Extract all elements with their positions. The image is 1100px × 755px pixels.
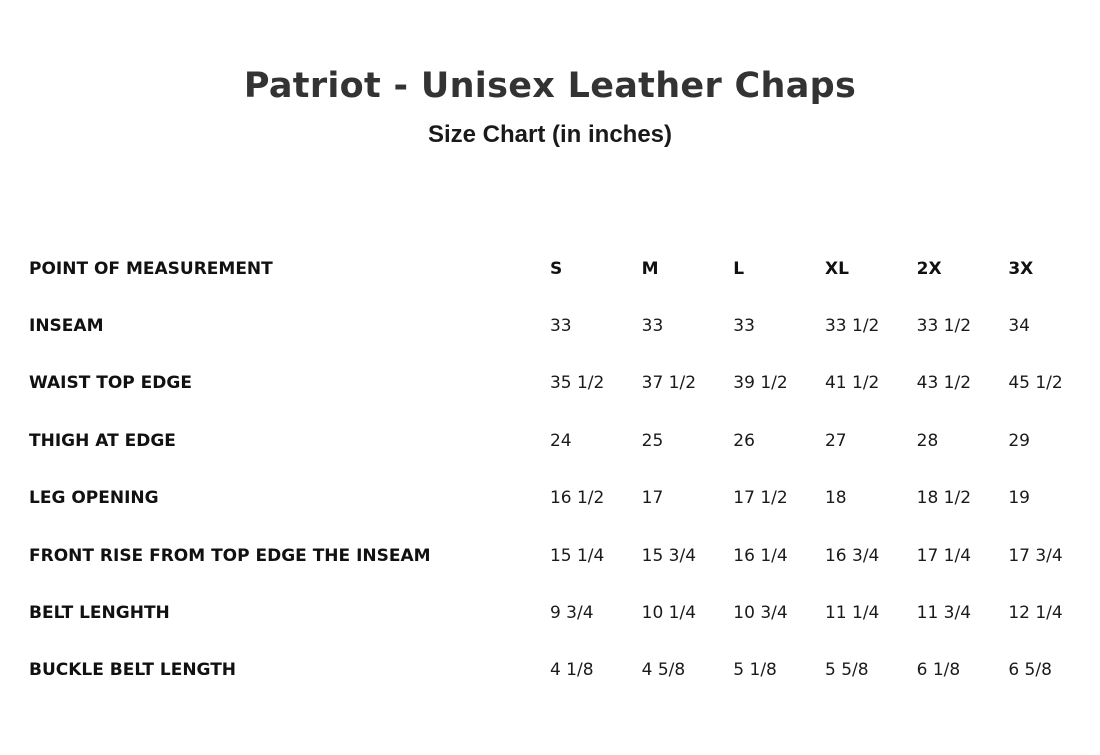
table-cell: 4 5/8: [641, 660, 686, 681]
table-cell: 10 3/4: [733, 603, 788, 624]
table-cell: 17 1/4: [916, 545, 972, 566]
table-cell: 33: [733, 316, 755, 337]
header-measurement-label: POINT OF MEASUREMENT: [29, 258, 273, 279]
header-row: [29, 240, 1100, 297]
table-cell: 11 3/4: [916, 603, 972, 624]
table-row: [29, 527, 1100, 584]
table-cell: 24: [549, 430, 572, 451]
page-subtitle: Size Chart (in inches): [427, 121, 673, 148]
table-cell: 9 3/4: [549, 603, 594, 624]
table-cell: 17: [641, 488, 664, 509]
table-cell: 25: [641, 430, 664, 451]
row-label: WAIST TOP EDGE: [29, 373, 192, 394]
table-row: [29, 412, 1100, 469]
table-cell: 26: [733, 430, 755, 451]
table-cell: 34: [1008, 316, 1030, 337]
page-title: Patriot - Unisex Leather Chaps: [243, 66, 857, 106]
table-cell: 27: [824, 430, 847, 451]
table-cell: 11 1/4: [824, 603, 880, 624]
table-cell: 39 1/2: [733, 373, 788, 394]
table-cell: 17 1/2: [733, 488, 788, 509]
table-cell: 29: [1008, 430, 1030, 451]
table-cell: 15 3/4: [641, 545, 697, 566]
row-label: BUCKLE BELT LENGTH: [29, 660, 237, 681]
table-cell: 41 1/2: [824, 373, 880, 394]
table-cell: 12 1/4: [1008, 603, 1063, 624]
header-size-l: L: [733, 258, 745, 279]
header-size-m: M: [641, 258, 659, 279]
header-size-xl: XL: [824, 258, 849, 279]
table-cell: 19: [1008, 488, 1030, 509]
table-cell: 33: [549, 316, 572, 337]
row-label: LEG OPENING: [29, 488, 159, 509]
table-cell: 16 1/4: [733, 545, 788, 566]
table-body: [29, 297, 1100, 699]
table-cell: 6 1/8: [916, 660, 961, 681]
table-row: [29, 470, 1100, 527]
row-label: BELT LENGHTH: [29, 603, 170, 624]
table-row: [29, 297, 1100, 354]
row-label: INSEAM: [29, 316, 104, 337]
table-row: [29, 642, 1100, 699]
table-cell: 28: [916, 430, 939, 451]
table-cell: 43 1/2: [916, 373, 972, 394]
table-cell: 35 1/2: [549, 373, 605, 394]
table-row: [29, 355, 1100, 412]
table-cell: 37 1/2: [641, 373, 697, 394]
table-cell: 33 1/2: [824, 316, 880, 337]
table-cell: 5 5/8: [824, 660, 869, 681]
table-cell: 17 3/4: [1008, 545, 1063, 566]
table-cell: 10 1/4: [641, 603, 697, 624]
table-row: [29, 584, 1100, 641]
table-cell: 16 3/4: [824, 545, 880, 566]
table-cell: 45 1/2: [1008, 373, 1063, 394]
table-cell: 16 1/2: [549, 488, 605, 509]
size-chart-table: [29, 240, 1100, 699]
table-cell: 18 1/2: [916, 488, 972, 509]
table-header: [29, 240, 1100, 297]
table-cell: 5 1/8: [733, 660, 777, 681]
header-size-2x: 2X: [916, 258, 942, 279]
header-size-3x: 3X: [1008, 258, 1034, 279]
table-cell: 15 1/4: [549, 545, 605, 566]
table-cell: 33 1/2: [916, 316, 972, 337]
table-cell: 6 5/8: [1008, 660, 1052, 681]
row-label: THIGH AT EDGE: [29, 430, 176, 451]
table-cell: 18: [824, 488, 847, 509]
row-label: FRONT RISE FROM TOP EDGE THE INSEAM: [29, 545, 431, 566]
table-cell: 33: [641, 316, 664, 337]
header-size-s: S: [549, 258, 563, 279]
table-cell: 4 1/8: [549, 660, 594, 681]
